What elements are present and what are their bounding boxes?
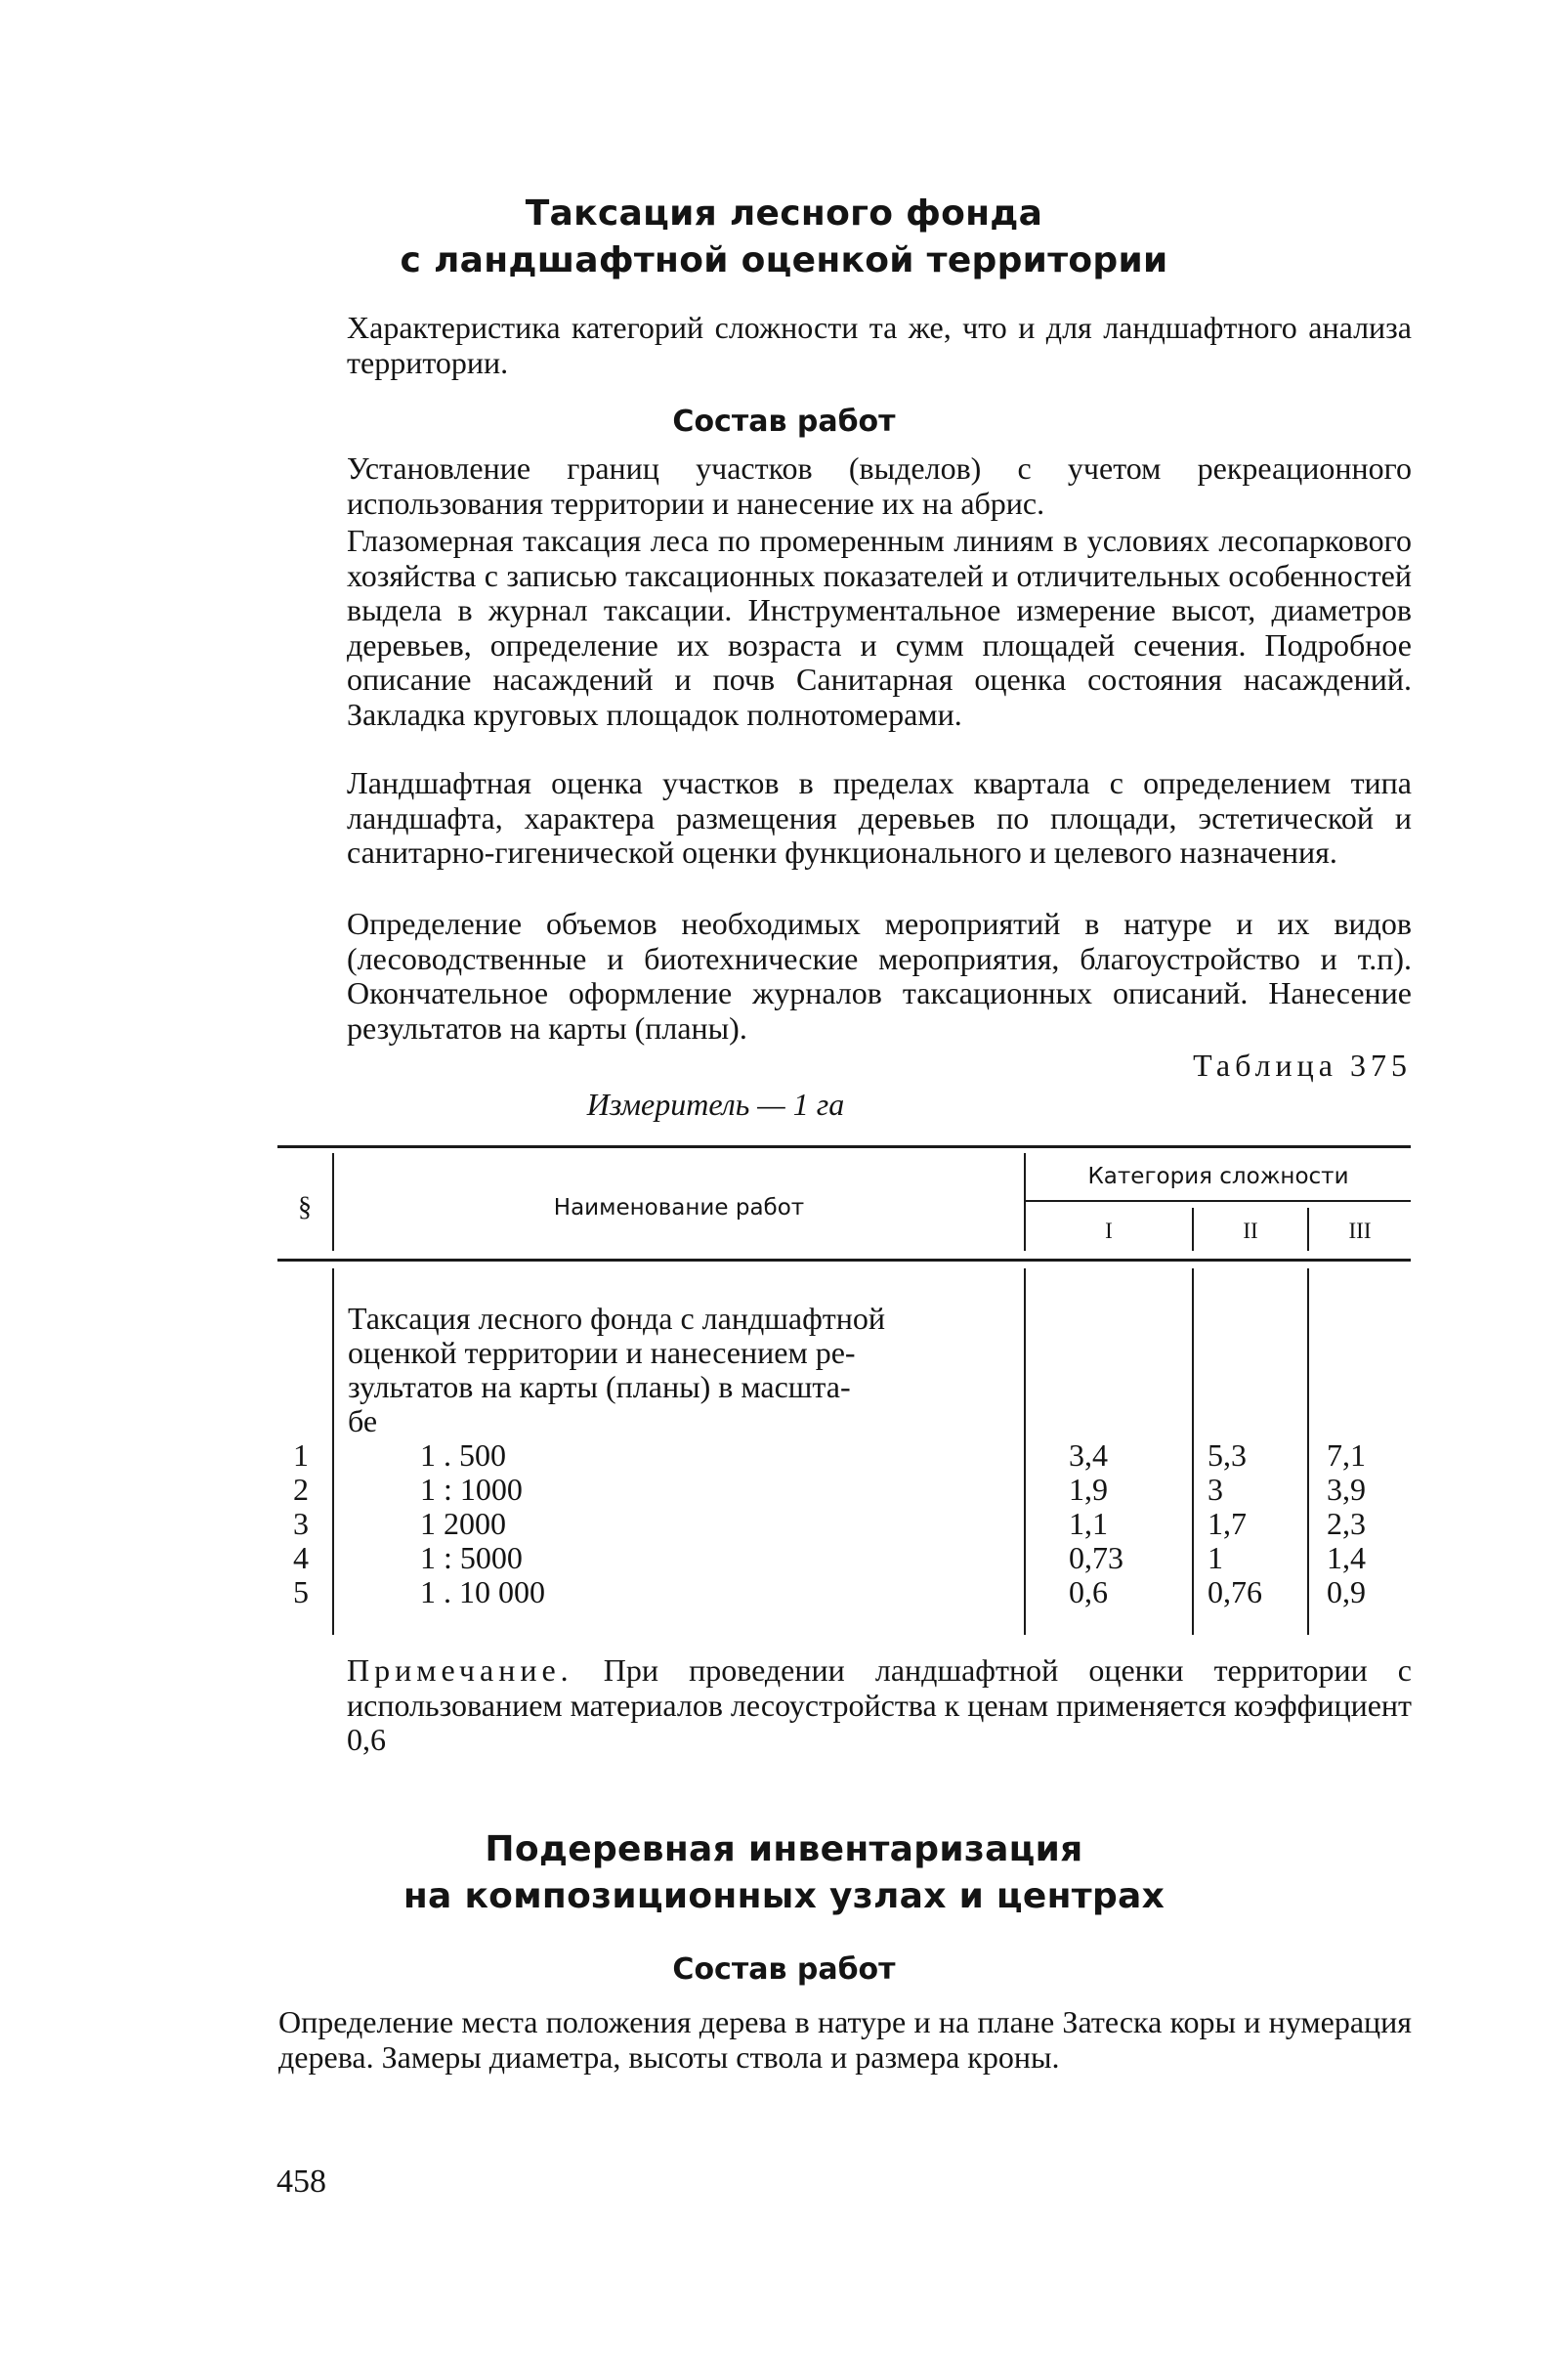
- category-subheader-rule: [1024, 1200, 1411, 1202]
- row-scale: 1 : 1000: [420, 1472, 523, 1507]
- header-category: Категория сложности: [1087, 1164, 1349, 1189]
- table-header-rule: [277, 1259, 1411, 1262]
- row-cat-1: 0,6: [1069, 1574, 1108, 1609]
- row-cat-3: 2,3: [1327, 1506, 1366, 1541]
- row-cat-2: 5,3: [1208, 1437, 1247, 1473]
- row-cat-1: 0,73: [1069, 1540, 1123, 1575]
- row-cat-1: 1,9: [1069, 1472, 1108, 1507]
- note-label: Примечание.: [347, 1652, 573, 1688]
- body-vline-1: [332, 1268, 334, 1635]
- note-text: При проведении ландшафтной оценки территории с использованием материалов лесоустройства к ценам применяется коэффициент 0,6: [347, 1652, 1412, 1757]
- group-title-line-3: зультатов на карты (планы) в масшта-: [348, 1369, 851, 1404]
- section1-paragraph-4: Определение объемов необходимых мероприятий в натуре и их видов (лесоводственные и биотехнические мероприятия, благоустройство и т.п). Окончательное оформление журналов таксационных описаний. Нанесение результатов на карты (планы).: [347, 906, 1412, 1046]
- section1-paragraph-2: Глазомерная таксация леса по промеренным линиям в условиях лесопаркового хозяйства с записью таксационных показателей и отличительных особенностей выдела в журнал таксации. Инструментальное измерение высот, диаметров деревьев, определение их возраста и сумм площадей сечения. Подробное описание насаждений и почв Санитарная оценка состояния насаждений. Закладка круговых площадок полнотомерами.: [347, 523, 1412, 732]
- row-cat-3: 1,4: [1327, 1540, 1366, 1575]
- row-cat-2: 1: [1208, 1540, 1223, 1575]
- section1-subheading: Состав работ: [672, 405, 896, 439]
- group-title-line-1: Таксация лесного фонда с ландшафтной: [348, 1301, 886, 1336]
- table-top-rule: [277, 1145, 1411, 1148]
- row-scale: 1 . 10 000: [420, 1574, 545, 1609]
- header-name: Наименование работ: [553, 1195, 805, 1221]
- row-cat-1: 1,1: [1069, 1506, 1108, 1541]
- row-scale: 1 : 5000: [420, 1540, 523, 1575]
- header-cat-2: II: [1243, 1219, 1258, 1243]
- section1-paragraph-1: Установление границ участков (выделов) с учетом рекреационного использования территории и нанесение их на абрис.: [347, 450, 1412, 521]
- row-number: 2: [293, 1472, 309, 1507]
- section1-title-line1: Таксация лесного фонда: [525, 193, 1043, 234]
- row-scale: 1 . 500: [420, 1437, 506, 1473]
- section2-paragraph: Определение места положения дерева в натуре и на плане Затеска коры и нумерация дерева. Замеры диаметра, высоты ствола и размера кроны.: [278, 2004, 1412, 2075]
- row-cat-3: 0,9: [1327, 1574, 1366, 1609]
- group-title-line-2: оценкой территории и нанесением ре-: [348, 1335, 856, 1370]
- page-number: 458: [276, 2163, 326, 2200]
- row-cat-3: 7,1: [1327, 1437, 1366, 1473]
- header-cat-1: I: [1105, 1219, 1113, 1243]
- row-number: 4: [293, 1540, 309, 1575]
- row-cat-2: 1,7: [1208, 1506, 1247, 1541]
- header-section: §: [298, 1192, 312, 1222]
- row-cat-2: 3: [1208, 1472, 1223, 1507]
- row-number: 3: [293, 1506, 309, 1541]
- group-title-line-4: бе: [348, 1403, 378, 1438]
- row-cat-3: 3,9: [1327, 1472, 1366, 1507]
- section1-intro: Характеристика категорий сложности та же, что и для ландшафтного анализа территории.: [347, 310, 1412, 380]
- section2-title-line1: Подеревная инвентаризация: [485, 1829, 1083, 1869]
- header-cat-3: III: [1348, 1219, 1372, 1243]
- body-vline-2: [1024, 1268, 1026, 1635]
- section1-paragraph-3: Ландшафтная оценка участков в пределах квартала с определением типа ландшафта, характера размещения деревьев по площади, эстетической и санитарно-гигенической оценки функционального и целевого назначения.: [347, 765, 1412, 870]
- section2-title-line2: на композиционных узлах и центрах: [403, 1876, 1165, 1916]
- section1-title-line2: с ландшафтной оценкой территории: [400, 240, 1168, 280]
- row-scale: 1 2000: [420, 1506, 506, 1541]
- row-number: 1: [293, 1437, 309, 1473]
- table-number: Таблица 375: [1193, 1048, 1412, 1083]
- table-note: [347, 1653, 1412, 1758]
- table-measure: Измеритель — 1 га: [586, 1087, 845, 1122]
- body-vline-3: [1192, 1268, 1194, 1635]
- row-cat-2: 0,76: [1208, 1574, 1262, 1609]
- section2-subheading: Состав работ: [672, 1952, 896, 1987]
- body-vline-4: [1307, 1268, 1309, 1635]
- row-number: 5: [293, 1574, 309, 1609]
- row-cat-1: 3,4: [1069, 1437, 1108, 1473]
